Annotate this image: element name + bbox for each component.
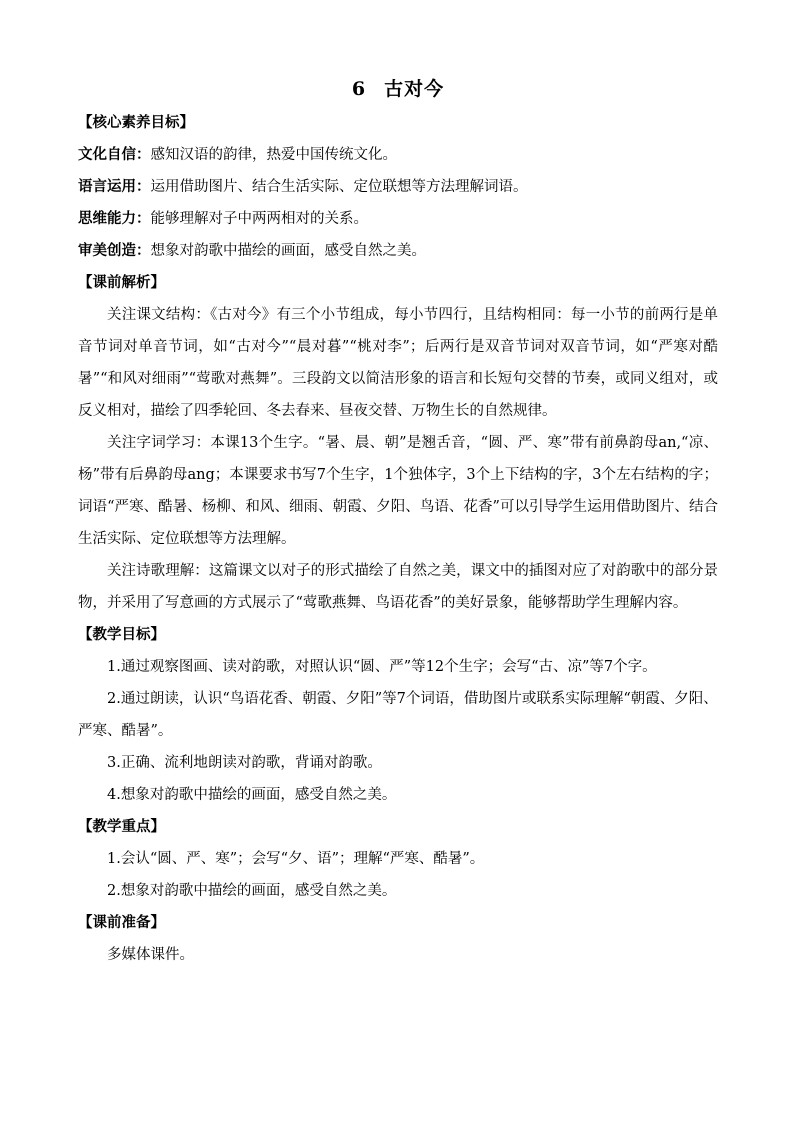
key-point-item: 1.会认“圆、严、寒”；会写“夕、语”；理解“严寒、酷暑”。 <box>107 851 485 867</box>
core-goal-label: 文化自信： <box>78 146 151 163</box>
analysis-paragraph-structure: 关注课文结构：《古对今》有三个小节组成，每小节四行，且结构相同：每一小节的前两行是单音节词对单音节词，如“古对今”“晨对暮”“桃对李”；后两行是双音节词对双音节词，如“严寒对酷暑”“和风对细雨”“莺歌对燕舞”。三段韵文以简洁形象的语言和长短句交替的节奏，或同义组对，或反义相对，描绘了四季轮回、冬去春来、昼夜交替、万物生长的自然规律。 <box>78 307 718 419</box>
core-goal-thinking <box>78 203 718 235</box>
core-goal-label: 审美创造： <box>78 242 151 259</box>
preparation-text: 多媒体课件。 <box>107 947 194 963</box>
document-page <box>78 74 718 971</box>
teaching-goal-item: 3.正确、流利地朗读对韵歌，背诵对韵歌。 <box>107 755 382 771</box>
core-goal-text: 运用借助图片、结合生活实际、定位联想等方法理解词语。 <box>150 179 528 195</box>
core-goal-label: 思维能力： <box>78 210 151 227</box>
lesson-title <box>78 74 718 104</box>
analysis-paragraph-poetry: 关注诗歌理解：这篇课文以对子的形式描绘了自然之美，课文中的插图对应了对韵歌中的部分景物，并采用了写意画的方式展示了“莺歌燕舞、鸟语花香”的美好景象，能够帮助学生理解内容。 <box>78 563 718 611</box>
core-goal-language <box>78 171 718 203</box>
teaching-goals-heading: 【教学目标】 <box>78 626 165 643</box>
preparation-heading: 【课前准备】 <box>78 914 165 931</box>
teaching-goal-item: 1.通过观察图画、读对韵歌，对照认识“圆、严”等12个生字；会写“古、凉”等7个字。 <box>107 659 657 675</box>
analysis-paragraph-vocabulary: 关注字词学习：本课13个生字。“暑、晨、朝”是翘舌音，“圆、严、寒”带有前鼻韵母an,“凉、杨”带有后鼻韵母ang；本课要求书写7个生字，1个独体字，3个上下结构的字，3个左右结构的字；词语“严寒、酷暑、杨柳、和风、细雨、朝霞、夕阳、鸟语、花香”可以引导学生运用借助图片、结合生活实际、定位联想等方法理解。 <box>78 435 718 547</box>
key-points-heading: 【教学重点】 <box>78 818 165 835</box>
teaching-goal-item: 2.通过朗读，认识“鸟语花香、朝霞、夕阳”等7个词语，借助图片或联系实际理解“朝霞、夕阳、严寒、酷暑”。 <box>78 691 718 739</box>
core-goal-text: 感知汉语的韵律，热爱中国传统文化。 <box>150 147 397 163</box>
core-goal-text: 能够理解对子中两两相对的关系。 <box>150 211 368 227</box>
core-goals-heading: 【核心素养目标】 <box>78 114 194 131</box>
lesson-name: 古对今 <box>384 78 445 100</box>
core-goal-culture <box>78 139 718 171</box>
lesson-number: 6 <box>351 78 367 100</box>
core-goal-text: 想象对韵歌中描绘的画面，感受自然之美。 <box>150 243 426 259</box>
key-point-item: 2.想象对韵歌中描绘的画面，感受自然之美。 <box>107 883 397 899</box>
teaching-goal-item: 4.想象对韵歌中描绘的画面，感受自然之美。 <box>107 787 397 803</box>
core-goal-aesthetic <box>78 235 718 267</box>
analysis-heading: 【课前解析】 <box>78 274 165 291</box>
core-goal-label: 语言运用： <box>78 178 151 195</box>
